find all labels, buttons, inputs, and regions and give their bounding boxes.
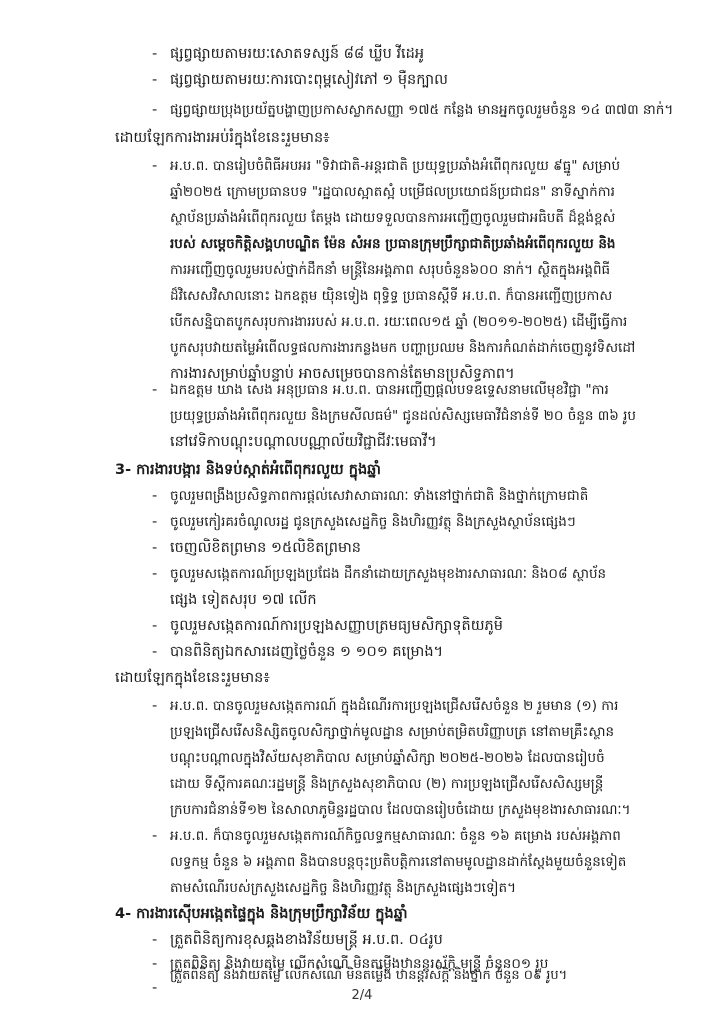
bullet-dash: - bbox=[152, 932, 158, 948]
bullet-dash: - bbox=[152, 540, 158, 556]
page-number: 2/4 bbox=[351, 988, 373, 1003]
paragraph-line: ប្រយុទ្ធប្រឆាំងអំពើពុករលួយ និងក្រមសីលធម៌" ជូនដល់សិស្សមេធាវីជំនាន់ទី ២០ ចំនួន ៣៦ រូប bbox=[170, 408, 636, 424]
bullet-text: ត្រួតពិនិត្យការខុសឆ្គងខាងវិន័យមន្ត្រី អ.ប.ព. ០៤រូប bbox=[170, 932, 443, 948]
paragraph-line: បើកសន្និបាតបូកសរុបការងាររបស់ អ.ប.ព. រយៈពេល១៥ ឆ្នាំ (២០១១-២០២៥) ដើម្បីធ្វើការ bbox=[170, 314, 628, 330]
bullet-text: ឯកឧត្តម ឃាង សេង អនុប្រធាន អ.ប.ព. បានអញ្ជើញផ្តល់បទឧទ្ទេសនាមលើមុខវិជ្ជា "ការ bbox=[170, 382, 609, 398]
bullet-text: បានពិនិត្យឯកសារដេញថ្លៃចំនួន ១ ១០១ គម្រោង។ bbox=[170, 644, 444, 660]
paragraph-line: ប្រឡងជ្រើសរើសនិស្សិតចូលសិក្សាថ្នាក់មូលដ្ឋាន សម្រាប់តម្រិតបរិញ្ញាបត្រ នៅតាមគ្រឹះស្ថាន bbox=[170, 724, 615, 740]
paragraph-line: របស់ សម្តេចកិត្តិសង្គហបណ្ឌិត ម៉ែន សំអន ប្រធានក្រុមប្រឹក្សាជាតិប្រឆាំងអំពើពុករលួយ និង bbox=[170, 236, 616, 252]
bullet-dash: - bbox=[152, 488, 158, 504]
bullet-text: អ.ប.ព. ក៏បានចូលរួមសង្កេតការណ៍កិច្ចលទ្ធកម្មសាធារណៈ ចំនួន ១៦ គម្រោង របស់អង្គភាព bbox=[170, 828, 621, 844]
bullet-dash: - bbox=[152, 514, 158, 530]
paragraph-line: លទ្ធកម្ម ចំនួន ៦ អង្គភាព និងបានបន្តចុះប្រតិបត្តិការនៅតាមមូលដ្ឋានដាក់ស្តែងមួយចំនួនទៀត bbox=[170, 854, 627, 870]
bullet-text: ចេញលិខិតព្រមាន ១៥លិខិតព្រមាន bbox=[170, 540, 361, 556]
bullet-text: ចូលរួមកៀរគរចំណូលរដ្ឋ ជូនក្រសួងសេដ្ឋកិច្ច និងហិរញ្ញវត្ថុ និងក្រសួងស្ថាប័នផ្សេងៗ bbox=[170, 514, 576, 530]
bullet-text: ផ្សព្វផ្សាយប្រុងប្រយ័ត្នបង្ហាញប្រកាសស្លាកសញ្ញា ១៧៥ កន្លែង មានអ្នកចូលរួមចំនួន ១៤ ៣៧៣ នាក់។ bbox=[170, 102, 674, 118]
paragraph-line: ឆ្នាំ២០២៥ ក្រោមប្រធានបទ "រដ្ឋបាលស្អាតស្អំ បម្រើផលប្រយោជន៍ប្រជាជន" នាទីស្នាក់ការ bbox=[170, 184, 615, 200]
paragraph-line: ស្ថាប័នប្រឆាំងអំពើពុករលួយ តែម្តង ដោយទទួលបានការអញ្ជើញចូលរួមជាអធិបតី ដ៏ខ្ពង់ខ្ពស់ bbox=[170, 210, 616, 226]
section-heading: 3- ការងារបង្ការ និងទប់ស្កាត់អំពើពុករលួយ ក្នុងឆ្នាំ bbox=[115, 462, 381, 478]
bullet-dash: - bbox=[152, 382, 158, 398]
paragraph-line: បូកសរុបវាយតម្លៃអំពើលទ្ធផលការងារកន្លងមក បញ្ហាប្រឈម និងការកំណត់ដាក់ចេញនូវទិសដៅ bbox=[170, 340, 636, 356]
paragraph-line: ដ៏វិសេសវិសាលនោះ ឯកឧត្តម យុិនទៀង ពុទ្ធិទ្ធ ប្រធានស្តីទី អ.ប.ព. ក៏បានអញ្ជើញប្រកាស bbox=[170, 288, 613, 304]
bullet-text: ផ្សព្វផ្សាយតាមរយៈការបោះពុម្ពសៀវភៅ ១ ម៉ឺនក្បាល bbox=[170, 72, 448, 88]
bullet-dash: - bbox=[152, 46, 158, 62]
bullet-text: ចូលរួមសង្កេតការណ៍ប្រឡងប្រជែង ដឹកនាំដោយក្រសួងមុខងារសាធារណៈ និង០៨ ស្ថាប័ន bbox=[170, 566, 607, 582]
paragraph-line: ការងារសម្រាប់ឆ្នាំបន្ទាប់ អាចសម្រេចបានកាន់តែមានប្រសិទ្ធភាព។ bbox=[170, 366, 515, 382]
paragraph-line: នៅវេទិកាបណ្តុះបណ្តាលបណ្ណាល័យវិជ្ជាជីវៈមេធាវី។ bbox=[170, 434, 437, 450]
bullet-text: ចូលរួមពង្រឹងប្រសិទ្ធភាពការផ្តល់សេវាសាធារណៈ ទាំងនៅថ្នាក់ជាតិ និងថ្នាក់ក្រោមជាតិ bbox=[170, 488, 589, 504]
bullet-text: ត្រួតពិនិត្យ និងវាយតម្លៃ លើកសំណើ មិនតម្លើង ឋានន្តរស័ក្តិ និងថ្នាក់ ចំនួន ០៩ រូប។ bbox=[170, 968, 568, 983]
bullet-text: អ.ប.ព. បានរៀបចំពិធីអបអរ "ទិវាជាតិ-អន្តរជាតិ ប្រយុទ្ធប្រឆាំងអំពើពុករលួយ ៩ធ្នូ" សម្រាប់ bbox=[170, 158, 621, 174]
bullet-dash: - bbox=[152, 698, 158, 714]
bullet-dash: - bbox=[152, 980, 158, 996]
paragraph-line: ផ្សេង ទៀតសរុប ១៧ លើក bbox=[170, 592, 317, 608]
paragraph-line: ការអញ្ជើញចូលរួមរបស់ថ្នាក់ដឹកនាំ មន្ត្រីនៃអង្គភាព សរុបចំនួន៦០០ នាក់។ ស្ថិតក្នុងអង្គពិធី bbox=[170, 262, 611, 278]
paragraph-line: ក្របការជំនាន់ទី១២ នៃសាលាភូមិន្ទរដ្ឋបាល ដែលបានរៀបចំដោយ ក្រសួងមុខងារសាធារណៈ។ bbox=[170, 802, 631, 818]
bullet-text: ត្រួតពិនិត្យ និងវាយតម្លៃ លើកសំណើ មិនតម្លើងឋានន្តរស័ក្តិ មន្ត្រី ចំនួន០១ រូប bbox=[170, 956, 549, 972]
bullet-text: ផ្សព្វផ្សាយតាមរយៈសោតទស្សន៍ ៨៨ ឃ្លីប វីដេអូ bbox=[170, 46, 425, 62]
bullet-dash: - bbox=[152, 158, 158, 174]
bullet-dash: - bbox=[152, 566, 158, 582]
paragraph-line: តាមសំណើរបស់ក្រសួងសេដ្ឋកិច្ច និងហិរញ្ញវត្ថុ និងក្រសួងផ្សេងៗទៀត។ bbox=[170, 880, 517, 896]
bullet-dash: - bbox=[152, 72, 158, 88]
bullet-dash: - bbox=[152, 956, 158, 972]
bullet-dash: - bbox=[152, 644, 158, 660]
bullet-dash: - bbox=[152, 102, 158, 118]
paragraph-heading: ដោយឡែកការងារអប់រំក្នុងខែនេះរួមមាន៖ bbox=[115, 130, 330, 146]
paragraph-line: ដោយ ទីស្តីការគណៈរដ្ឋមន្ត្រី និងក្រសួងសុខាភិបាល (២) ការប្រឡងជ្រើសរើសសិស្សមន្ត្រី bbox=[170, 776, 604, 792]
bullet-dash: - bbox=[152, 828, 158, 844]
bullet-text: អ.ប.ព. បានចូលរួមសង្កេតការណ៍ ក្នុងដំណើរការប្រឡងជ្រើសរើសចំនួន ២ រួមមាន (១) ការ bbox=[170, 698, 619, 714]
section-heading: 4- ការងារស៊ើបអង្កេតផ្ទៃក្នុង និងក្រុមប្រឹក្សាវិន័យ ក្នុងឆ្នាំ bbox=[115, 906, 408, 922]
bullet-text: ចូលរួមសង្កេតការណ៍ការប្រឡងសញ្ញាបត្រមធ្យមសិក្សាទុតិយភូមិ bbox=[170, 618, 503, 634]
paragraph-line: បណ្តុះបណ្តាលក្នុងវិស័យសុខាភិបាល សម្រាប់ឆ្នាំសិក្សា ២០២៥-២០២៦ ដែលបានរៀបចំ bbox=[170, 750, 605, 766]
bullet-dash: - bbox=[152, 618, 158, 634]
paragraph-heading: ដោយឡែកក្នុងខែនេះរួមមាន៖ bbox=[115, 670, 270, 686]
